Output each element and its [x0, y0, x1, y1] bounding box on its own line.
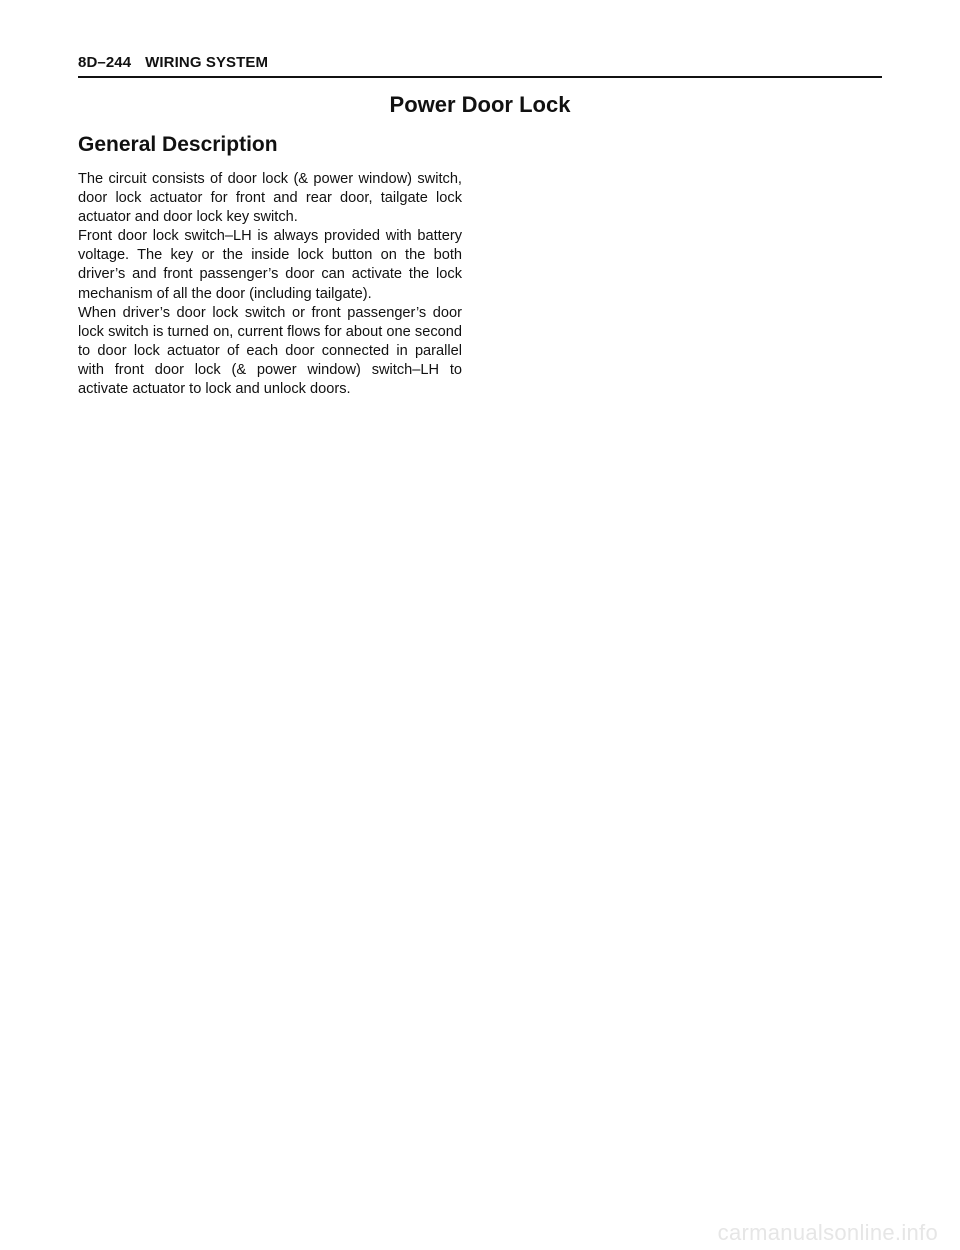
page-number: 8D–244: [78, 54, 132, 71]
page-header: [78, 54, 882, 78]
description-body: [78, 170, 462, 399]
header-text: [78, 54, 268, 71]
section-name: WIRING SYSTEM: [145, 54, 269, 71]
paragraph-circuit: The circuit consists of door lock (& power window) switch, door lock actuator for front and rear door, tailgate lock actuator and door lock key switch.: [78, 171, 462, 226]
page-title: Power Door Lock: [389, 92, 571, 117]
section-heading: General Description: [78, 133, 278, 156]
paragraph-operation: When driver’s door lock switch or front passenger’s door lock switch is turned on, current flows for about one second to door lock actuator of each door connected in parallel with front door lock (& power window) switch–LH to activate actuator to lock and unlock doors.: [78, 304, 462, 398]
watermark: carmanualsonline.info: [717, 1220, 938, 1245]
paragraph-switch-voltage: Front door lock switch–LH is always provided with battery voltage. The key or the inside lock button on the both driver’s and front passenger’s door can activate the lock mechanism of all the door (including tailgate).: [78, 228, 462, 302]
